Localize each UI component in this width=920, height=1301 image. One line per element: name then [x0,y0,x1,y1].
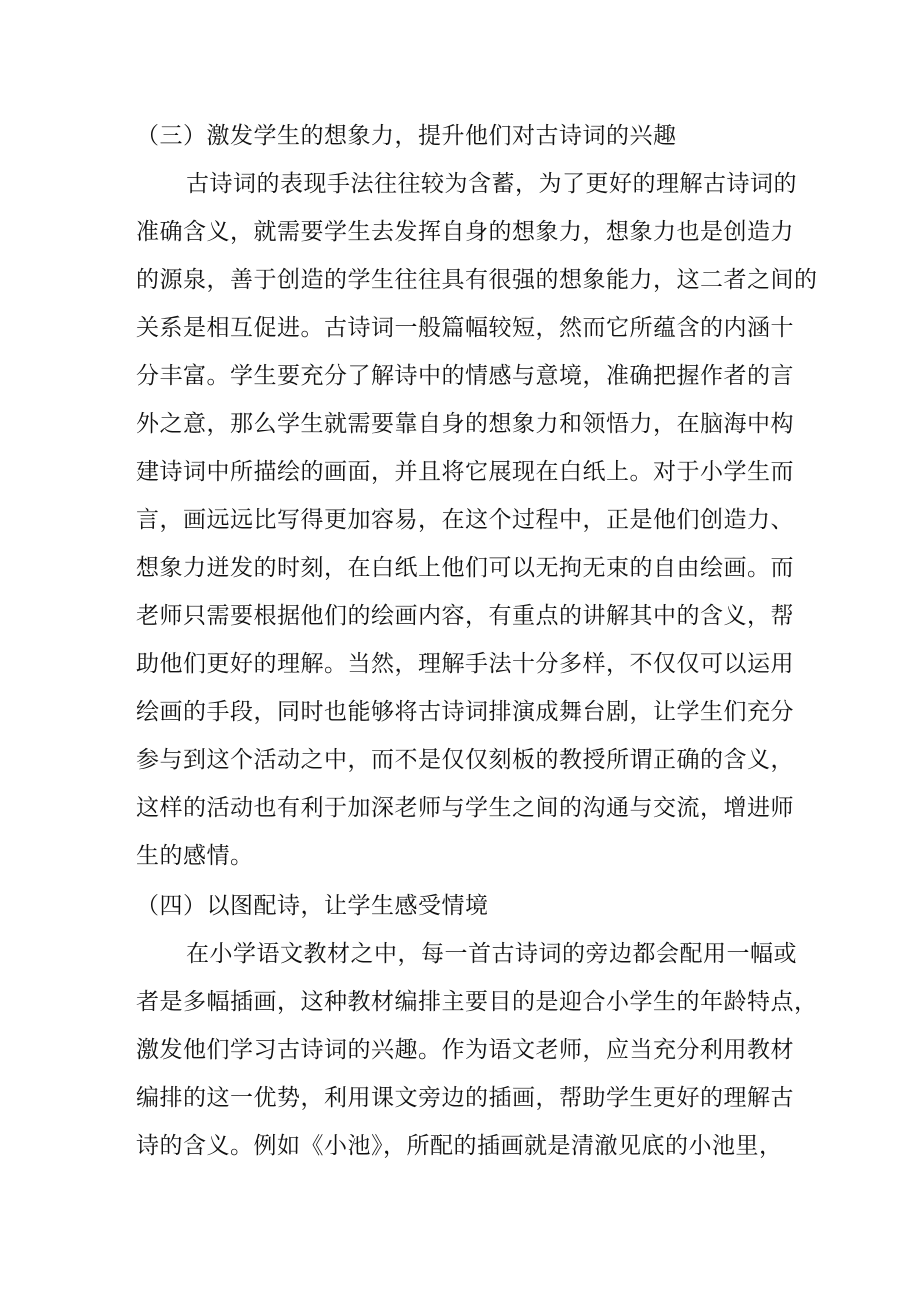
paragraph-line: 这样的活动也有利于加深老师与学生之间的沟通与交流，增进师 [136,795,794,821]
paragraph-line: 诗的含义。例如《小池》，所配的插画就是清澈见底的小池里， [136,1133,783,1159]
paragraph-line: 建诗词中所描绘的画面，并且将它展现在白纸上。对于小学生而 [136,459,794,485]
paragraph-line: 关系是相互促进。古诗词一般篇幅较短，然而它所蕴含的内涵十 [136,315,794,341]
paragraph-line: 在小学语文教材之中，每一首古诗词的旁边都会配用一幅或 [186,941,797,967]
paragraph-line: 准确含义，就需要学生去发挥自身的想象力，想象力也是创造力 [136,219,794,245]
paragraph-line: 生的感情。 [136,843,254,869]
paragraph-line: 助他们更好的理解。当然，理解手法十分多样，不仅仅可以运用 [136,651,794,677]
paragraph-line: 参与到这个活动之中，而不是仅仅刻板的教授所谓正确的含义， [136,747,794,773]
paragraph-line: 言，画远远比写得更加容易，在这个过程中，正是他们创造力、 [136,507,794,533]
paragraph-line: 外之意，那么学生就需要靠自身的想象力和领悟力，在脑海中构 [136,411,794,437]
paragraph-line: 古诗词的表现手法往往较为含蓄，为了更好的理解古诗词的 [186,171,797,197]
section-3-heading: （三）激发学生的想象力，提升他们对古诗词的兴趣 [136,123,677,149]
section-4-heading: （四）以图配诗，让学生感受情境 [136,893,489,919]
paragraph-line: 老师只需要根据他们的绘画内容，有重点的讲解其中的含义，帮 [136,603,794,629]
paragraph-line: 分丰富。学生要充分了解诗中的情感与意境，准确把握作者的言 [136,363,794,389]
paragraph-line: 者是多幅插画，这种教材编排主要目的是迎合小学生的年龄特点， [136,989,818,1015]
paragraph-line: 的源泉，善于创造的学生往往具有很强的想象能力，这二者之间的 [136,267,818,293]
paragraph-line: 编排的这一优势，利用课文旁边的插画，帮助学生更好的理解古 [136,1085,794,1111]
paragraph-line: 绘画的手段，同时也能够将古诗词排演成舞台剧，让学生们充分 [136,699,794,725]
paragraph-line: 想象力迸发的时刻，在白纸上他们可以无拘无束的自由绘画。而 [136,555,794,581]
paragraph-line: 激发他们学习古诗词的兴趣。作为语文老师，应当充分利用教材 [136,1037,794,1063]
